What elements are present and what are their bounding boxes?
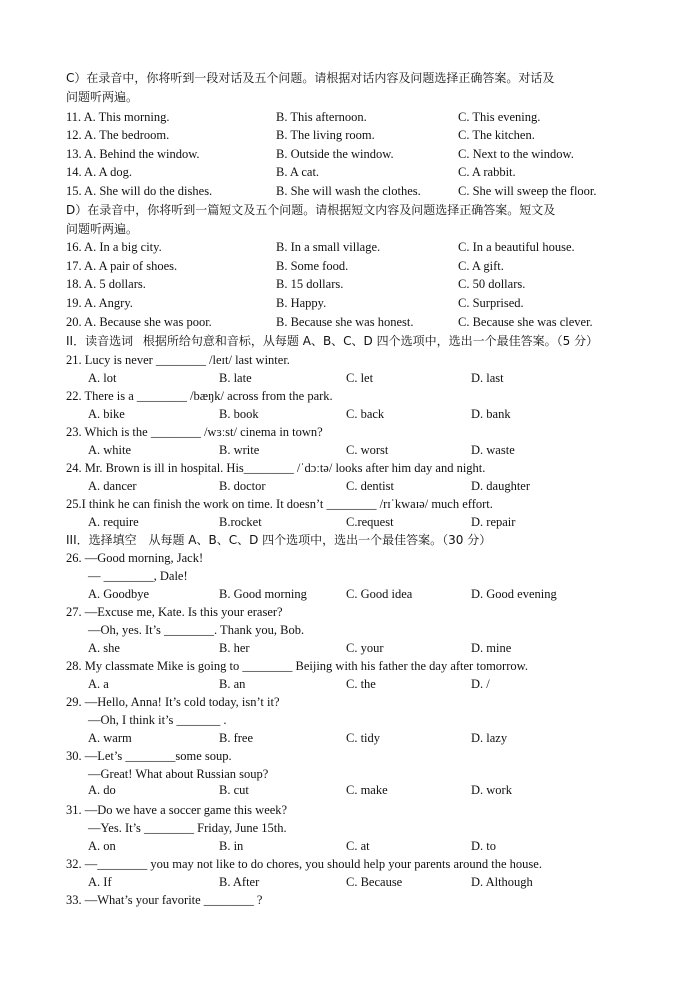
q19-option-a: 19. A. Angry. [66, 296, 133, 310]
q18-option-b: B. 15 dollars. [276, 277, 344, 291]
q11-option-a: 11. A. This morning. [66, 110, 170, 124]
q32-option-a: A. If [88, 875, 112, 889]
section-c-instruction-2: 问题听两遍。 [66, 90, 139, 104]
q28-option-d: D. / [471, 677, 490, 691]
q17-option-b: B. Some food. [276, 259, 349, 273]
q22-stem: 22. There is a ________ /bæŋk/ across from the park. [66, 389, 333, 403]
q32-option-b: B. After [219, 875, 260, 889]
q26-option-a: A. Goodbye [88, 587, 150, 601]
section-ii-instruction: 根据所给句意和音标，从每题 A、B、C、D 四个选项中，选出一个最佳答案。（5 分） [142, 334, 599, 348]
section-ii-prefix: II．读音选词 [66, 334, 134, 348]
q13-option-b: B. Outside the window. [276, 147, 394, 161]
q25-option-a: A. require [88, 515, 139, 529]
q29-option-d: D. lazy [471, 731, 508, 745]
q27-option-d: D. mine [471, 641, 512, 655]
q11-option-c: C. This evening. [458, 110, 541, 124]
q23-option-c: C. worst [346, 443, 389, 457]
q16-option-c: C. In a beautiful house. [458, 240, 575, 254]
q29-line-1: 29. —Hello, Anna! It’s cold today, isn’t it? [66, 695, 280, 709]
section-d-instruction-2: 问题听两遍。 [66, 222, 139, 236]
q16-option-a: 16. A. In a big city. [66, 240, 162, 254]
q23-option-d: D. waste [471, 443, 515, 457]
q13-option-a: 13. A. Behind the window. [66, 147, 200, 161]
q32-line-1: 32. —________ you may not like to do chores, you should help your parents around the house. [66, 857, 542, 871]
section-iii-heading [66, 532, 491, 548]
q15-option-a: 15. A. She will do the dishes. [66, 184, 213, 198]
q27-option-b: B. her [219, 641, 250, 655]
q31-line-1: 31. —Do we have a soccer game this week? [66, 803, 288, 817]
q30-line-1: 30. —Let’s ________some soup. [66, 749, 232, 763]
q31-line-2: —Yes. It’s ________ Friday, June 15th. [88, 821, 287, 835]
q26-option-c: C. Good idea [346, 587, 413, 601]
q21-stem: 21. Lucy is never ________ /leɪt/ last winter. [66, 353, 290, 367]
q26-option-d: D. Good evening [471, 587, 557, 601]
q30-option-c: C. make [346, 783, 388, 797]
q19-option-b: B. Happy. [276, 296, 327, 310]
q25-option-b: B.rocket [219, 515, 262, 529]
q15-option-c: C. She will sweep the floor. [458, 184, 597, 198]
q20-option-a: 20. A. Because she was poor. [66, 315, 212, 329]
q12-option-c: C. The kitchen. [458, 128, 535, 142]
q27-line-2: —Oh, yes. It’s ________. Thank you, Bob. [88, 623, 305, 637]
q22-option-d: D. bank [471, 407, 511, 421]
q14-option-a: 14. A. A dog. [66, 165, 132, 179]
q30-option-b: B. cut [219, 783, 249, 797]
q23-option-b: B. write [219, 443, 260, 457]
q31-option-b: B. in [219, 839, 244, 853]
q25-stem: 25.I think he can finish the work on time. It doesn’t ________ /rɪˈkwaɪə/ much effort. [66, 497, 493, 511]
q27-line-1: 27. —Excuse me, Kate. Is this your eraser? [66, 605, 283, 619]
q11-option-b: B. This afternoon. [276, 110, 367, 124]
q17-option-a: 17. A. A pair of shoes. [66, 259, 178, 273]
q30-option-a: A. do [88, 783, 116, 797]
q12-option-a: 12. A. The bedroom. [66, 128, 170, 142]
q24-option-c: C. dentist [346, 479, 394, 493]
q14-option-c: C. A rabbit. [458, 165, 516, 179]
q33-line-1: 33. —What’s your favorite ________ ? [66, 893, 263, 907]
q30-line-2: —Great! What about Russian soup? [88, 767, 269, 781]
section-ii-heading [66, 333, 598, 349]
q20-option-b: B. Because she was honest. [276, 315, 414, 329]
q23-stem: 23. Which is the ________ /wɜːst/ cinema in town? [66, 425, 323, 439]
q26-line-2: — ________, Dale! [88, 569, 188, 583]
q21-option-b: B. late [219, 371, 252, 385]
q18-option-a: 18. A. 5 dollars. [66, 277, 146, 291]
q24-option-b: B. doctor [219, 479, 266, 493]
q30-option-d: D. work [471, 783, 512, 797]
q25-option-d: D. repair [471, 515, 516, 529]
q31-option-a: A. on [88, 839, 116, 853]
q29-option-c: C. tidy [346, 731, 381, 745]
q20-option-c: C. Because she was clever. [458, 315, 593, 329]
q12-option-b: B. The living room. [276, 128, 375, 142]
q32-option-c: C. Because [346, 875, 403, 889]
q28-line-1: 28. My classmate Mike is going to ________ Beijing with his father the day after tomorrow. [66, 659, 528, 673]
q24-option-a: A. dancer [88, 479, 137, 493]
q32-option-d: D. Although [471, 875, 533, 889]
q27-option-c: C. your [346, 641, 384, 655]
q21-option-a: A. lot [88, 371, 117, 385]
section-iii-prefix: III．选择填空 [66, 533, 137, 547]
q23-option-a: A. white [88, 443, 132, 457]
q28-option-c: C. the [346, 677, 376, 691]
q28-option-b: B. an [219, 677, 246, 691]
section-iii-instruction: 从每题 A、B、C、D 四个选项中，选出一个最佳答案。（30 分） [148, 533, 492, 547]
q15-option-b: B. She will wash the clothes. [276, 184, 421, 198]
q21-option-c: C. let [346, 371, 374, 385]
q16-option-b: B. In a small village. [276, 240, 381, 254]
q21-option-d: D. last [471, 371, 504, 385]
q19-option-c: C. Surprised. [458, 296, 524, 310]
q25-option-c: C.request [346, 515, 394, 529]
q27-option-a: A. she [88, 641, 120, 655]
q29-option-a: A. warm [88, 731, 132, 745]
q13-option-c: C. Next to the window. [458, 147, 574, 161]
q26-line-1: 26. —Good morning, Jack! [66, 551, 204, 565]
q28-option-a: A. a [88, 677, 109, 691]
q22-option-c: C. back [346, 407, 385, 421]
q29-option-b: B. free [219, 731, 254, 745]
q24-option-d: D. daughter [471, 479, 531, 493]
q31-option-d: D. to [471, 839, 496, 853]
q17-option-c: C. A gift. [458, 259, 504, 273]
q22-option-a: A. bike [88, 407, 125, 421]
q31-option-c: C. at [346, 839, 370, 853]
q26-option-b: B. Good morning [219, 587, 307, 601]
section-c-instruction-1: C）在录音中，你将听到一段对话及五个问题。请根据对话内容及问题选择正确答案。对话及 [66, 71, 555, 85]
q24-stem: 24. Mr. Brown is ill in hospital. His________ /ˈdɔːtə/ looks after him day and night. [66, 461, 486, 475]
q14-option-b: B. A cat. [276, 165, 320, 179]
q22-option-b: B. book [219, 407, 259, 421]
q18-option-c: C. 50 dollars. [458, 277, 526, 291]
section-d-instruction-1: D）在录音中，你将听到一篇短文及五个问题。请根据短文内容及问题选择正确答案。短文及 [66, 203, 556, 217]
q29-line-2: —Oh, I think it’s _______ . [88, 713, 227, 727]
